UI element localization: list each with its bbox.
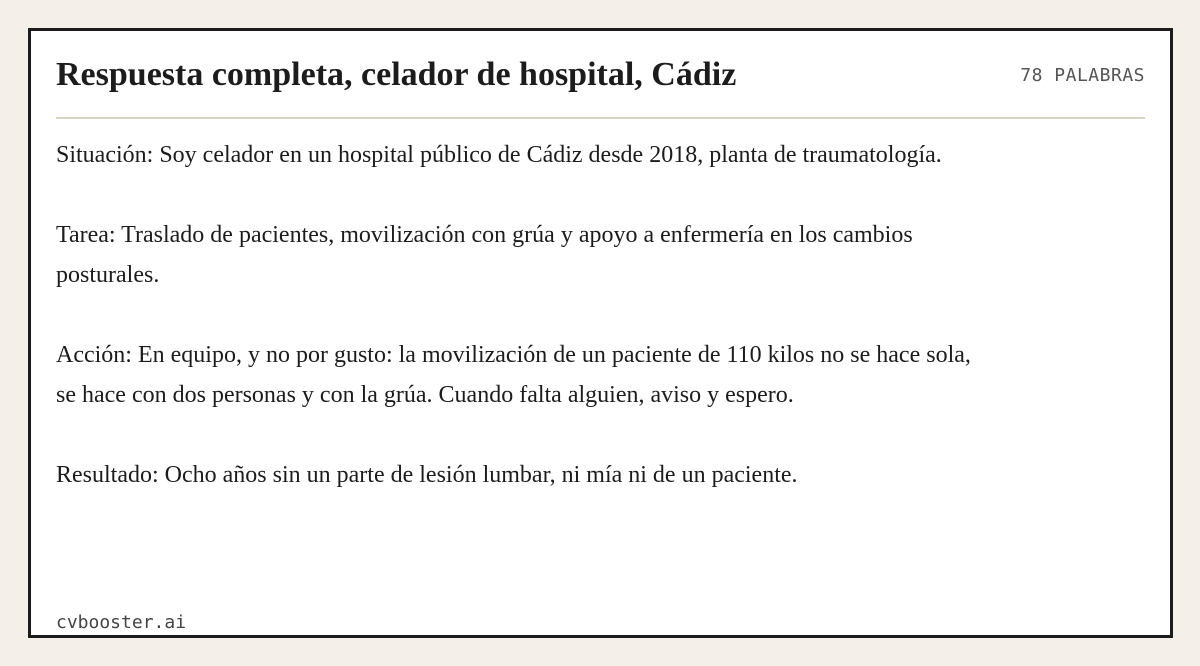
paragraph-situacion: Situación: Soy celador en un hospital público de Cádiz desde 2018, planta de traumatología. [56, 142, 942, 168]
answer-card [28, 28, 1173, 638]
paragraph-tarea: Tarea: Traslado de pacientes, movilización con grúa y apoyo a enfermería en los cambios posturales. [56, 222, 913, 288]
card-title: Respuesta completa, celador de hospital, Cádiz [56, 56, 737, 93]
paragraph-accion: Acción: En equipo, y no por gusto: la movilización de un paciente de 110 kilos no se hace sola, se hace con dos personas y con la grúa. Cuando falta alguien, aviso y espero. [56, 342, 971, 408]
paragraph-resultado: Resultado: Ocho años sin un parte de lesión lumbar, ni mía ni de un paciente. [56, 462, 798, 488]
card-header [56, 55, 1145, 119]
word-count-number: 78 [1020, 65, 1043, 86]
word-count-unit: PALABRAS [1054, 65, 1145, 86]
answer-body [56, 135, 996, 535]
footer-brand: cvbooster.ai [56, 612, 187, 633]
word-count-badge [1020, 65, 1145, 87]
